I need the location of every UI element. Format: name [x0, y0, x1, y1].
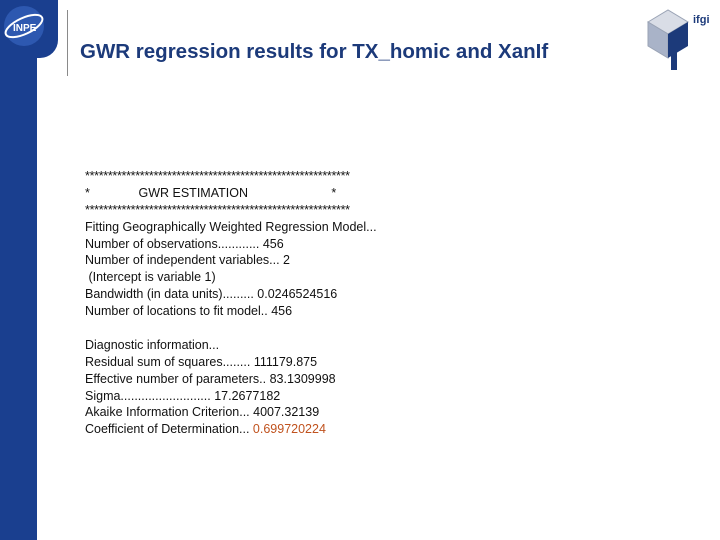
ifgi-logo	[644, 4, 692, 72]
report-line: Number of independent variables... 2	[85, 253, 290, 268]
page-title: GWR regression results for TX_homic and XanIf	[80, 40, 549, 63]
coefficient-label: Coefficient of Determination...	[85, 422, 253, 437]
blank-line	[85, 320, 377, 337]
report-line: Fitting Geographically Weighted Regression Model...	[85, 219, 377, 234]
coefficient-line	[85, 421, 377, 438]
title-divider	[67, 10, 68, 76]
stars-line-bottom: **********************************************************	[85, 202, 350, 217]
sidebar-band	[0, 0, 37, 540]
diagnostic-line: Effective number of parameters.. 83.1309998	[85, 371, 336, 386]
inpe-logo	[0, 0, 58, 58]
stars-line-top: **********************************************************	[85, 169, 350, 183]
gwr-output	[85, 168, 377, 438]
diagnostics-heading: Diagnostic information...	[85, 337, 220, 352]
ifgi-logo-text: ifgi	[693, 14, 710, 26]
diagnostic-line: Akaike Information Criterion... 4007.32139	[85, 405, 320, 420]
report-line: Number of locations to fit model.. 456	[85, 304, 293, 319]
logo-text: INPE	[13, 23, 37, 34]
report-line: Bandwidth (in data units)......... 0.0246524516	[85, 287, 338, 302]
diagnostic-line: Sigma.......................... 17.2677182	[85, 388, 281, 403]
coefficient-value: 0.699720224	[252, 422, 326, 437]
estimation-heading: * GWR ESTIMATION *	[85, 185, 337, 200]
report-line: Number of observations............ 456	[85, 236, 284, 251]
diagnostic-line: Residual sum of squares........ 111179.875	[85, 354, 318, 369]
report-line: (Intercept is variable 1)	[85, 270, 216, 285]
